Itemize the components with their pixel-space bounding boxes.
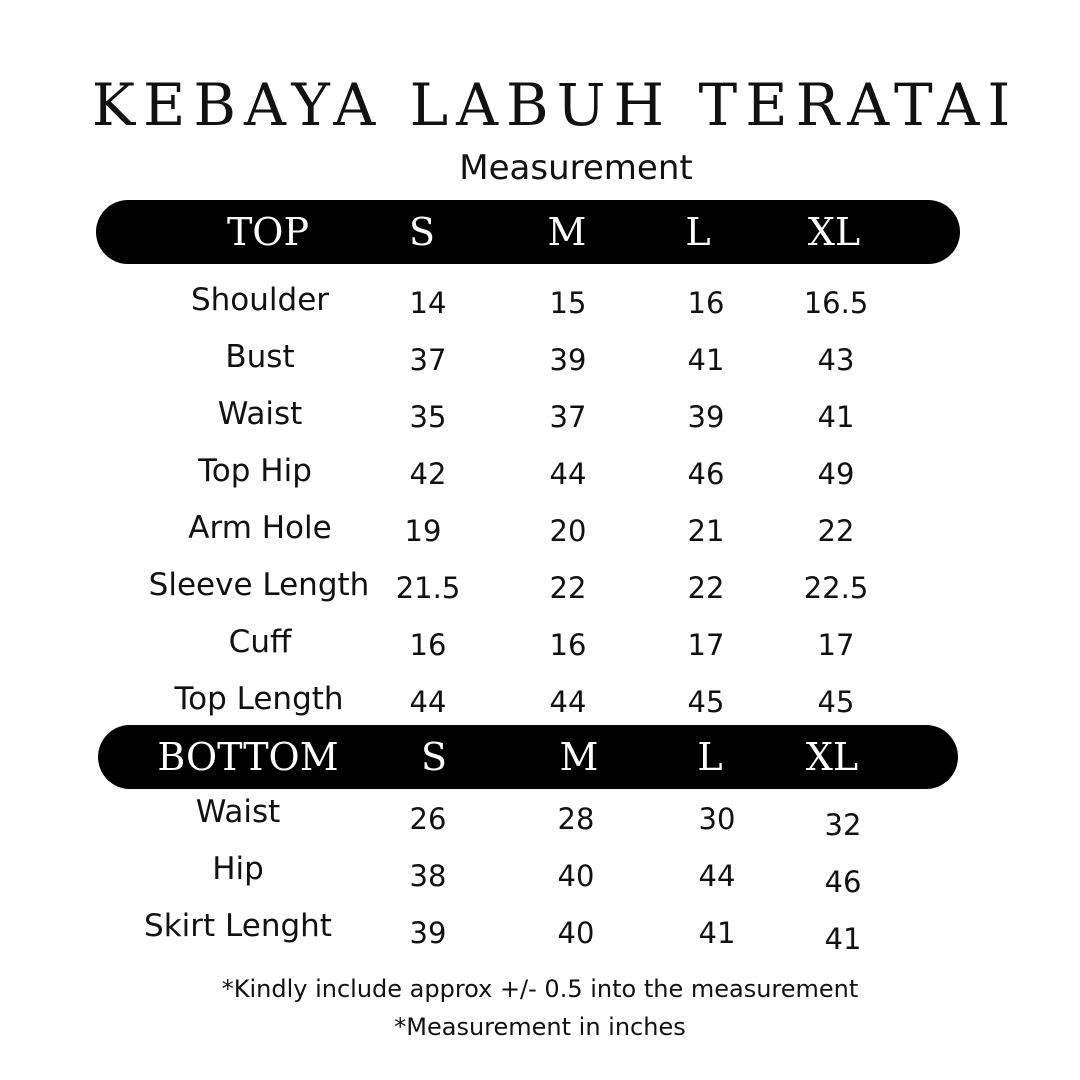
cell-m: 22: [549, 571, 587, 605]
cell-l: 21: [687, 514, 725, 548]
cell-m: 44: [549, 457, 587, 491]
bottom-table-header: [98, 725, 958, 789]
table-row: [0, 901, 1080, 956]
header-size-m: M: [547, 210, 587, 254]
row-label: Shoulder: [190, 282, 330, 318]
table-row: [0, 560, 1080, 610]
header-top: TOP: [226, 210, 310, 254]
table-row: [0, 617, 1080, 667]
table-row: [0, 332, 1080, 382]
row-label: Hip: [212, 851, 264, 887]
cell-m: 37: [549, 400, 587, 434]
cell-xl: 41: [824, 922, 862, 956]
cell-l: 22: [687, 571, 725, 605]
cell-s: 21.5: [395, 571, 461, 605]
cell-xl: 46: [824, 865, 862, 899]
page-title: KEBAYA LABUH TERATAI: [91, 71, 1019, 139]
cell-m: 44: [549, 685, 587, 719]
table-row: [0, 446, 1080, 496]
cell-s: 37: [409, 343, 447, 377]
cell-s: 39: [409, 916, 447, 950]
header-size-s: S: [420, 735, 448, 779]
cell-xl: 49: [817, 457, 855, 491]
row-label: Bust: [225, 339, 295, 375]
header-bottom: BOTTOM: [157, 735, 339, 779]
header-size-xl: XL: [807, 210, 861, 254]
cell-xl: 22.5: [803, 571, 869, 605]
header-size-m: M: [559, 735, 599, 779]
cell-l: 17: [687, 628, 725, 662]
table-row: [0, 844, 1080, 899]
cell-s: 44: [409, 685, 447, 719]
cell-m: 16: [549, 628, 587, 662]
cell-l: 44: [698, 859, 736, 893]
row-label: Top Hip: [198, 453, 312, 489]
cell-s: 16: [409, 628, 447, 662]
cell-xl: 45: [817, 685, 855, 719]
cell-l: 45: [687, 685, 725, 719]
cell-l: 46: [687, 457, 725, 491]
cell-s: 38: [409, 859, 447, 893]
cell-xl: 32: [824, 808, 862, 842]
cell-s: 14: [409, 286, 447, 320]
table-row: [0, 674, 1080, 724]
cell-s: 42: [409, 457, 447, 491]
cell-xl: 41: [817, 400, 855, 434]
row-label: Sleeve Length: [148, 567, 370, 603]
units-note: *Measurement in inches: [394, 1013, 686, 1041]
cell-s: 35: [409, 400, 447, 434]
tolerance-note: *Kindly include approx +/- 0.5 into the measurement: [221, 975, 859, 1003]
cell-xl: 43: [817, 343, 855, 377]
cell-s: 26: [409, 802, 447, 836]
cell-m: 20: [549, 514, 587, 548]
table-row: [0, 503, 1080, 553]
cell-m: 15: [549, 286, 587, 320]
table-row: [0, 275, 1080, 325]
cell-l: 39: [687, 400, 725, 434]
table-row: [0, 389, 1080, 439]
cell-m: 40: [557, 916, 595, 950]
cell-xl: 22: [817, 514, 855, 548]
cell-m: 39: [549, 343, 587, 377]
cell-m: 28: [557, 802, 595, 836]
header-size-xl: XL: [805, 735, 859, 779]
cell-xl: 17: [817, 628, 855, 662]
cell-l: 16: [687, 286, 725, 320]
header-size-l: L: [697, 735, 723, 779]
header-size-s: S: [408, 210, 436, 254]
cell-l: 30: [698, 802, 736, 836]
row-label: Skirt Lenght: [144, 908, 332, 944]
table-row: [0, 787, 1080, 842]
cell-m: 40: [557, 859, 595, 893]
cell-s: 19: [404, 514, 442, 548]
page-subtitle: Measurement: [459, 148, 693, 188]
row-label: Waist: [217, 396, 303, 432]
row-label: Arm Hole: [188, 510, 332, 546]
top-table-header: [96, 200, 960, 264]
row-label: Waist: [195, 794, 281, 830]
header-size-l: L: [685, 210, 711, 254]
cell-xl: 16.5: [803, 286, 869, 320]
cell-l: 41: [687, 343, 725, 377]
cell-l: 41: [698, 916, 736, 950]
row-label: Top Length: [174, 681, 344, 717]
row-label: Cuff: [228, 624, 292, 660]
